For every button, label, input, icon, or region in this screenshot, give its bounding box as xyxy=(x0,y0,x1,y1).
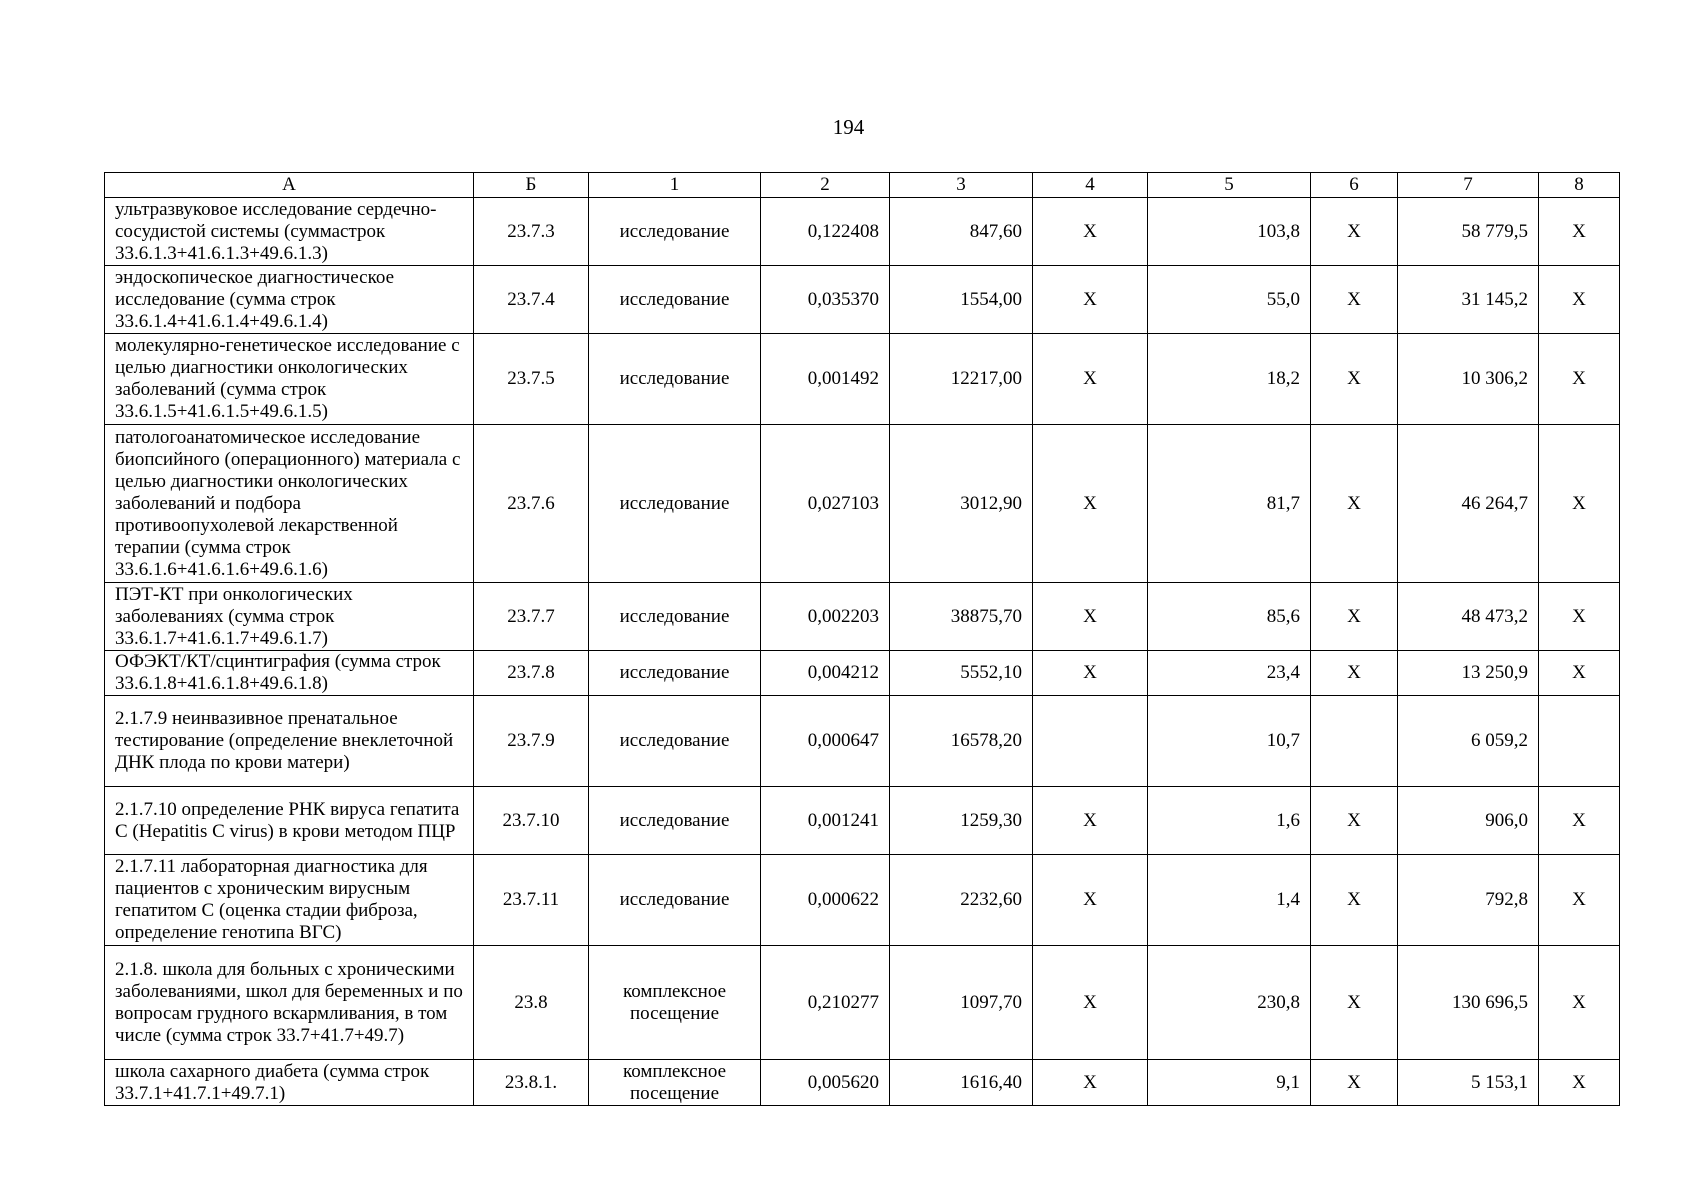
row-col-5: 18,2 xyxy=(1148,334,1311,425)
row-col-6: Х xyxy=(1311,1060,1398,1106)
row-col-3: 847,60 xyxy=(890,198,1033,266)
column-header-2: 2 xyxy=(761,173,890,198)
row-col-5: 9,1 xyxy=(1148,1060,1311,1106)
row-code: 23.8 xyxy=(474,946,589,1060)
row-col-7: 5 153,1 xyxy=(1398,1060,1539,1106)
row-col-7: 792,8 xyxy=(1398,855,1539,946)
column-header-4: 4 xyxy=(1033,173,1148,198)
table-row xyxy=(105,334,1620,425)
row-col-2: 0,210277 xyxy=(761,946,890,1060)
column-header-1: 1 xyxy=(589,173,761,198)
row-col-8: Х xyxy=(1539,266,1620,334)
row-col-6: Х xyxy=(1311,266,1398,334)
row-col-7: 130 696,5 xyxy=(1398,946,1539,1060)
row-description: эндоскопическое диагностическое исследование (сумма строк 33.6.1.4+41.6.1.4+49.6.1.4) xyxy=(105,266,474,334)
row-code: 23.7.10 xyxy=(474,787,589,855)
row-col-2: 0,035370 xyxy=(761,266,890,334)
row-col-3: 1097,70 xyxy=(890,946,1033,1060)
row-col-3: 1616,40 xyxy=(890,1060,1033,1106)
row-description: ультразвуковое исследование сердечно-сосудистой системы (суммастрок 33.6.1.3+41.6.1.3+49.6.1.3) xyxy=(105,198,474,266)
row-unit: исследование xyxy=(589,651,761,696)
table-row xyxy=(105,696,1620,787)
row-description: 2.1.7.10 определение РНК вируса гепатита С (Hepatitis C virus) в крови методом ПЦР xyxy=(105,787,474,855)
row-col-2: 0,004212 xyxy=(761,651,890,696)
row-code: 23.7.8 xyxy=(474,651,589,696)
row-col-5: 1,4 xyxy=(1148,855,1311,946)
row-unit: исследование xyxy=(589,334,761,425)
row-col-2: 0,000647 xyxy=(761,696,890,787)
row-unit: исследование xyxy=(589,696,761,787)
row-col-6 xyxy=(1311,696,1398,787)
row-description: 2.1.7.9 неинвазивное пренатальное тестирование (определение внеклеточной ДНК плода по крови матери) xyxy=(105,696,474,787)
row-col-7: 31 145,2 xyxy=(1398,266,1539,334)
row-col-7: 58 779,5 xyxy=(1398,198,1539,266)
row-col-7: 48 473,2 xyxy=(1398,583,1539,651)
row-col-7: 6 059,2 xyxy=(1398,696,1539,787)
row-unit: комплексное посещение xyxy=(589,946,761,1060)
row-col-3: 1554,00 xyxy=(890,266,1033,334)
row-col-7: 13 250,9 xyxy=(1398,651,1539,696)
row-code: 23.7.7 xyxy=(474,583,589,651)
row-col-6: Х xyxy=(1311,855,1398,946)
row-col-5: 85,6 xyxy=(1148,583,1311,651)
row-col-5: 23,4 xyxy=(1148,651,1311,696)
table-row xyxy=(105,855,1620,946)
row-unit: исследование xyxy=(589,787,761,855)
row-description: молекулярно-генетическое исследование с целью диагностики онкологических заболеваний (сумма строк 33.6.1.5+41.6.1.5+49.6.1.5) xyxy=(105,334,474,425)
row-col-2: 0,027103 xyxy=(761,425,890,583)
row-description: патологоанатомическое исследование биопсийного (операционного) материала с целью диагностики онкологических заболеваний и подбора противоопухолевой лекарственной терапии (сумма строк 33.6.1.6+41.6.1.6+49.6.1.6) xyxy=(105,425,474,583)
row-col-4: Х xyxy=(1033,946,1148,1060)
row-col-2: 0,005620 xyxy=(761,1060,890,1106)
row-col-5: 10,7 xyxy=(1148,696,1311,787)
row-col-6: Х xyxy=(1311,583,1398,651)
column-header-8: 8 xyxy=(1539,173,1620,198)
row-col-8: Х xyxy=(1539,198,1620,266)
row-col-3: 12217,00 xyxy=(890,334,1033,425)
row-col-4: Х xyxy=(1033,334,1148,425)
row-col-6: Х xyxy=(1311,651,1398,696)
row-code: 23.7.3 xyxy=(474,198,589,266)
row-unit: исследование xyxy=(589,266,761,334)
column-header-7: 7 xyxy=(1398,173,1539,198)
column-header-b: Б xyxy=(474,173,589,198)
row-col-7: 46 264,7 xyxy=(1398,425,1539,583)
table-row xyxy=(105,425,1620,583)
row-col-4: Х xyxy=(1033,198,1148,266)
row-col-2: 0,001492 xyxy=(761,334,890,425)
row-col-7: 906,0 xyxy=(1398,787,1539,855)
column-header-5: 5 xyxy=(1148,173,1311,198)
column-header-3: 3 xyxy=(890,173,1033,198)
row-description: ПЭТ-КТ при онкологических заболеваниях (сумма строк 33.6.1.7+41.6.1.7+49.6.1.7) xyxy=(105,583,474,651)
row-col-8: Х xyxy=(1539,1060,1620,1106)
row-col-2: 0,001241 xyxy=(761,787,890,855)
row-col-4: Х xyxy=(1033,425,1148,583)
row-unit: исследование xyxy=(589,855,761,946)
row-unit: исследование xyxy=(589,425,761,583)
row-description: ОФЭКТ/КТ/сцинтиграфия (сумма строк 33.6.1.8+41.6.1.8+49.6.1.8) xyxy=(105,651,474,696)
row-description: школа сахарного диабета (сумма строк 33.7.1+41.7.1+49.7.1) xyxy=(105,1060,474,1106)
table-row xyxy=(105,1060,1620,1106)
row-col-3: 38875,70 xyxy=(890,583,1033,651)
table-row xyxy=(105,266,1620,334)
row-col-3: 3012,90 xyxy=(890,425,1033,583)
table-row xyxy=(105,583,1620,651)
row-col-5: 81,7 xyxy=(1148,425,1311,583)
column-header-6: 6 xyxy=(1311,173,1398,198)
row-col-2: 0,000622 xyxy=(761,855,890,946)
row-code: 23.7.9 xyxy=(474,696,589,787)
row-col-2: 0,122408 xyxy=(761,198,890,266)
row-col-8: Х xyxy=(1539,334,1620,425)
row-description: 2.1.7.11 лабораторная диагностика для пациентов с хроническим вирусным гепатитом С (оценка стадии фиброза, определение генотипа ВГС) xyxy=(105,855,474,946)
row-col-5: 230,8 xyxy=(1148,946,1311,1060)
row-col-4: Х xyxy=(1033,787,1148,855)
row-col-4: Х xyxy=(1033,1060,1148,1106)
row-col-8: Х xyxy=(1539,425,1620,583)
table-row xyxy=(105,651,1620,696)
row-col-4: Х xyxy=(1033,855,1148,946)
row-col-8: Х xyxy=(1539,787,1620,855)
row-col-3: 16578,20 xyxy=(890,696,1033,787)
column-header-a: А xyxy=(105,173,474,198)
row-code: 23.7.11 xyxy=(474,855,589,946)
row-unit: исследование xyxy=(589,583,761,651)
row-col-6: Х xyxy=(1311,334,1398,425)
page-number: 194 xyxy=(832,115,865,139)
row-col-6: Х xyxy=(1311,787,1398,855)
row-col-6: Х xyxy=(1311,425,1398,583)
row-col-3: 2232,60 xyxy=(890,855,1033,946)
row-col-8: Х xyxy=(1539,855,1620,946)
row-col-4: Х xyxy=(1033,583,1148,651)
header-row xyxy=(105,173,1620,198)
row-col-8 xyxy=(1539,696,1620,787)
table-row xyxy=(105,787,1620,855)
row-col-8: Х xyxy=(1539,651,1620,696)
table-row xyxy=(105,946,1620,1060)
row-col-4 xyxy=(1033,696,1148,787)
row-unit: исследование xyxy=(589,198,761,266)
row-unit: комплексное посещение xyxy=(589,1060,761,1106)
row-col-6: Х xyxy=(1311,198,1398,266)
data-table xyxy=(104,172,1620,1106)
row-col-5: 1,6 xyxy=(1148,787,1311,855)
row-code: 23.7.4 xyxy=(474,266,589,334)
row-col-7: 10 306,2 xyxy=(1398,334,1539,425)
row-code: 23.7.6 xyxy=(474,425,589,583)
table-row xyxy=(105,198,1620,266)
row-col-8: Х xyxy=(1539,946,1620,1060)
row-col-5: 55,0 xyxy=(1148,266,1311,334)
row-code: 23.8.1. xyxy=(474,1060,589,1106)
row-col-2: 0,002203 xyxy=(761,583,890,651)
row-col-4: Х xyxy=(1033,651,1148,696)
row-col-5: 103,8 xyxy=(1148,198,1311,266)
row-code: 23.7.5 xyxy=(474,334,589,425)
row-col-3: 5552,10 xyxy=(890,651,1033,696)
row-col-3: 1259,30 xyxy=(890,787,1033,855)
row-col-8: Х xyxy=(1539,583,1620,651)
row-col-6: Х xyxy=(1311,946,1398,1060)
row-description: 2.1.8. школа для больных с хроническими заболеваниями, школ для беременных и по вопросам грудного вскармливания, в том числе (сумма строк 33.7+41.7+49.7) xyxy=(105,946,474,1060)
row-col-4: Х xyxy=(1033,266,1148,334)
